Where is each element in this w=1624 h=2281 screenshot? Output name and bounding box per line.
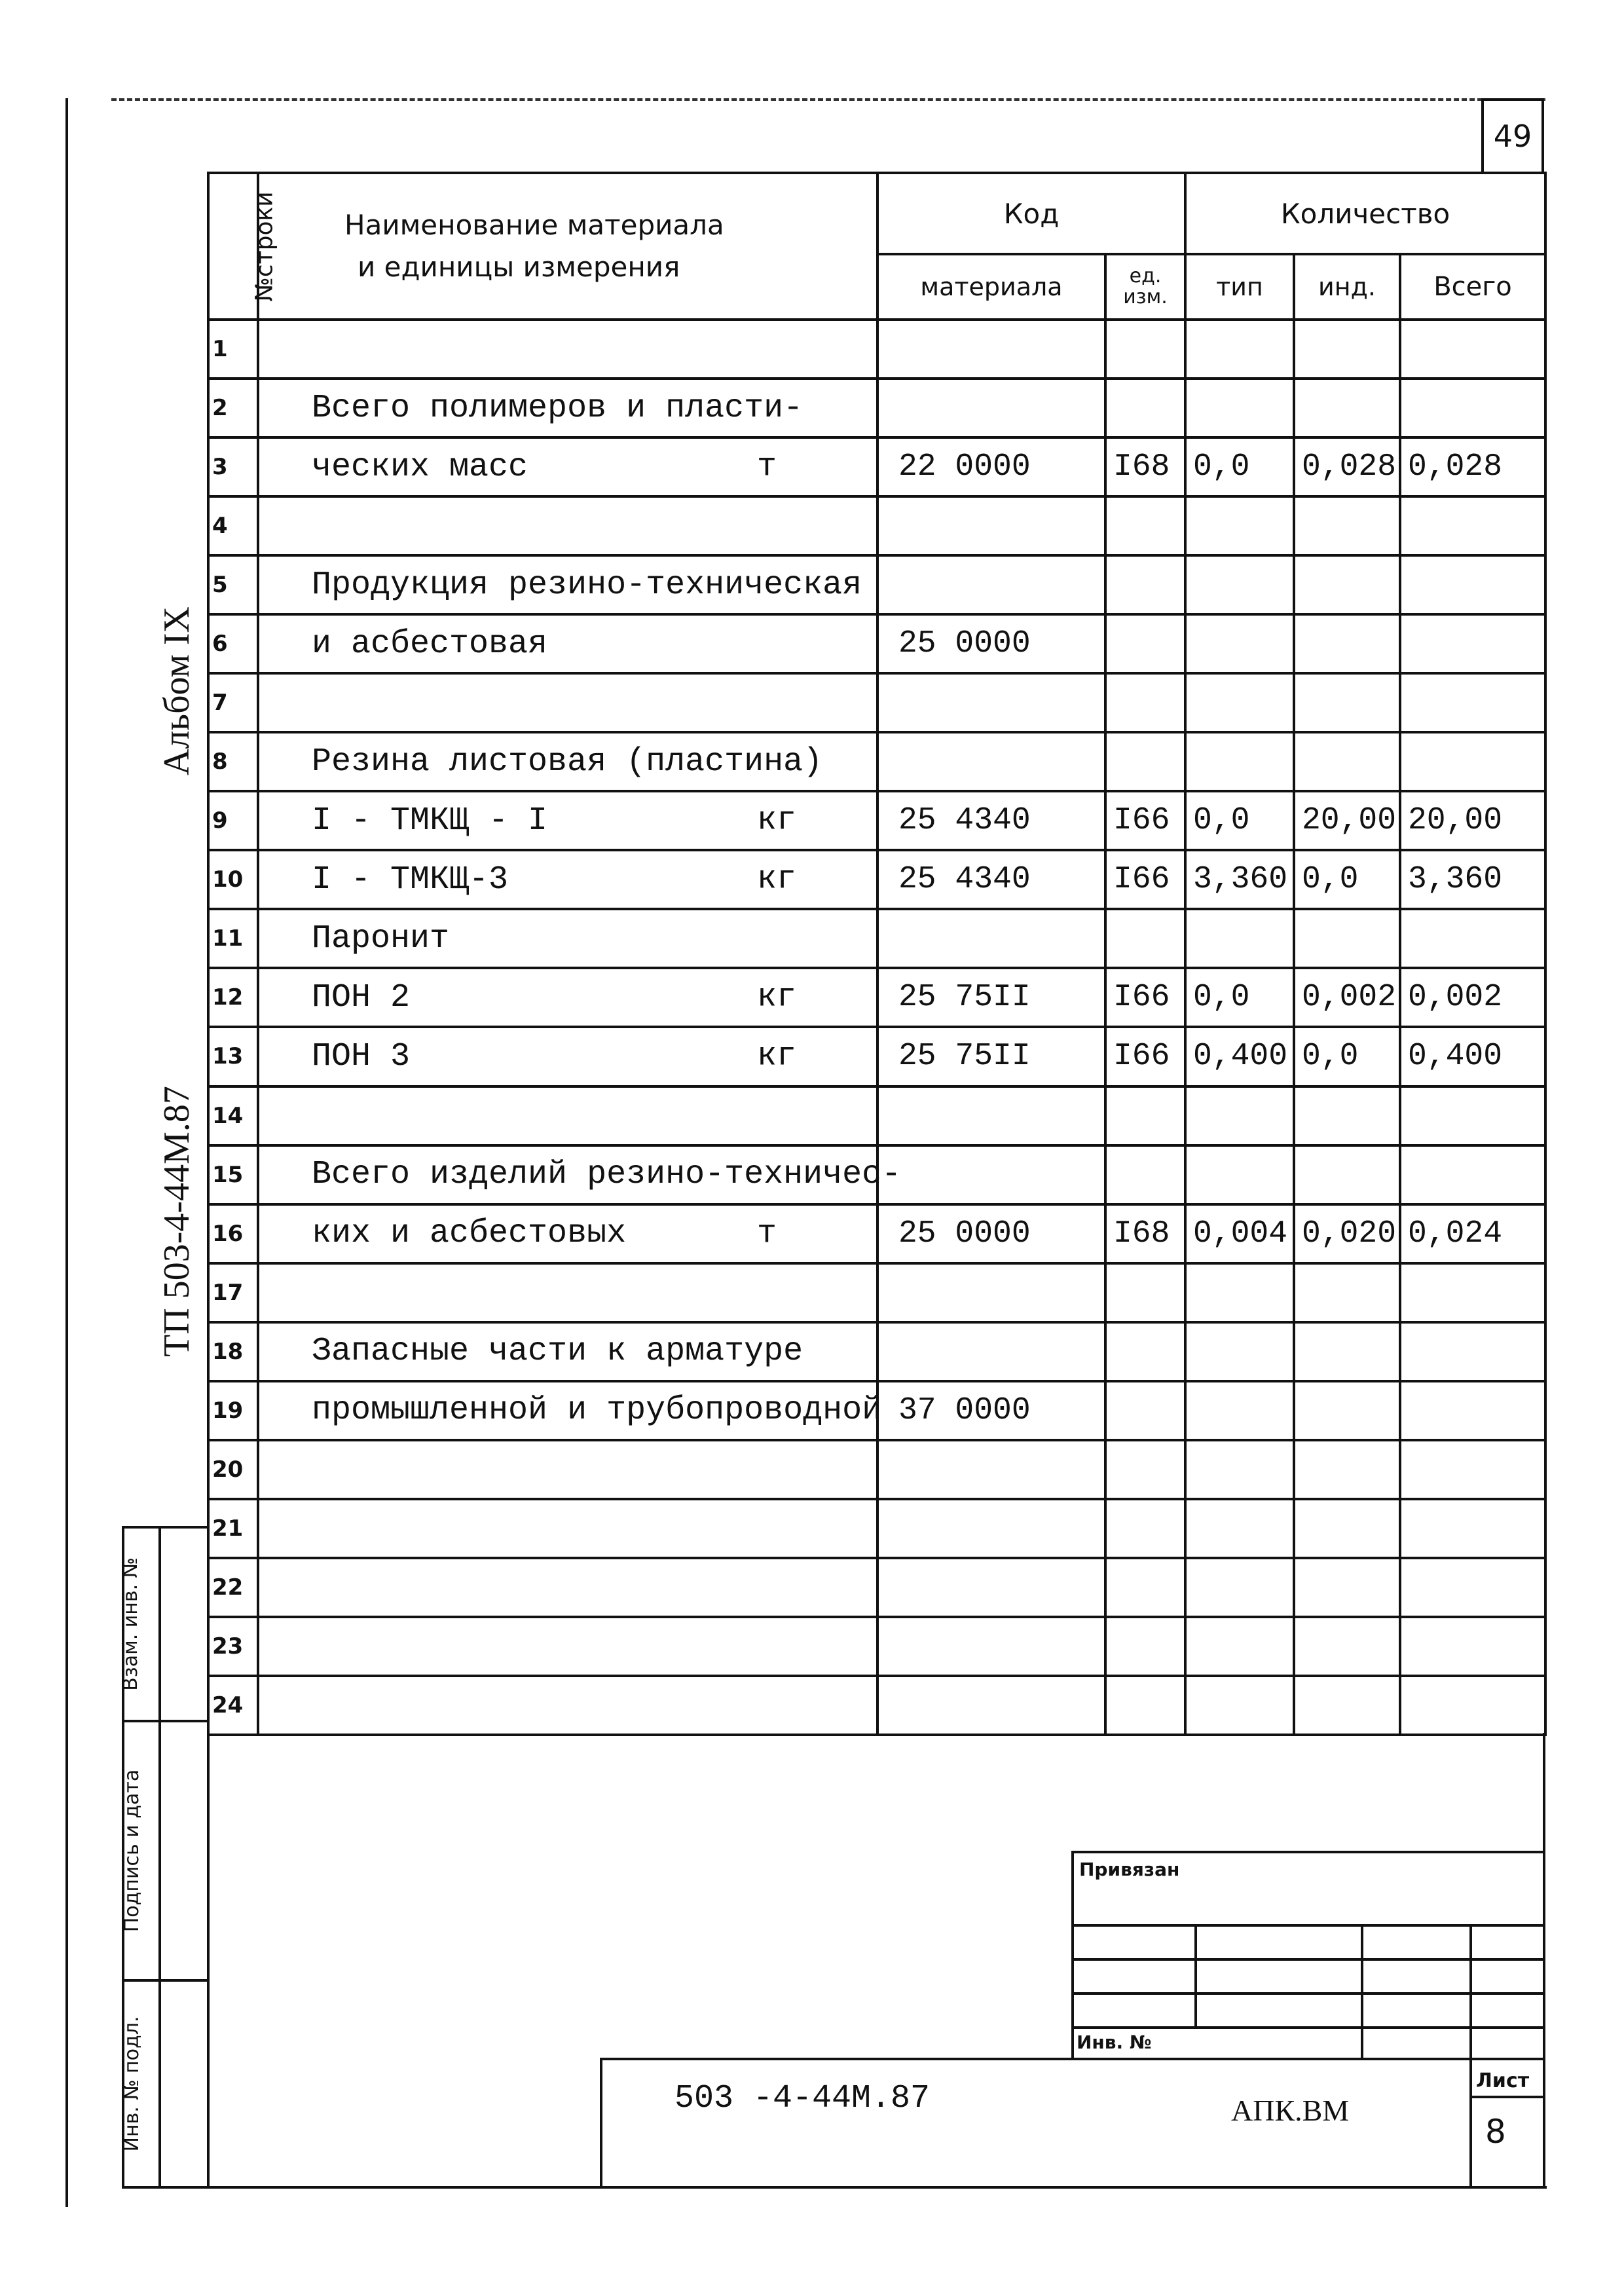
material-name xyxy=(258,1322,877,1381)
qty-total xyxy=(1400,1499,1545,1558)
row-number: 22 xyxy=(208,1558,258,1617)
material-code xyxy=(877,555,1105,614)
material-code: 25 0000 xyxy=(877,1204,1105,1263)
material-name-text: и асбестовая xyxy=(312,625,548,663)
qty-ind xyxy=(1294,1322,1400,1381)
row-number: 16 xyxy=(208,1204,258,1263)
qty-type xyxy=(1185,1676,1294,1735)
unit-code xyxy=(1105,1145,1185,1204)
material-name xyxy=(258,1086,877,1145)
unit-code: I66 xyxy=(1105,850,1185,909)
material-name-text: I - ТМКЩ - I xyxy=(312,802,548,840)
material-code xyxy=(877,732,1105,791)
section-code: АПК.ВМ xyxy=(1231,2094,1350,2127)
row-number: 10 xyxy=(208,850,258,909)
row-number: 18 xyxy=(208,1322,258,1381)
unit-code xyxy=(1105,1676,1185,1735)
qty-total xyxy=(1400,320,1545,379)
row-number: 1 xyxy=(208,320,258,379)
material-code xyxy=(877,673,1105,732)
material-name-text: Запасные части к арматуре xyxy=(312,1333,803,1371)
row-number: 3 xyxy=(208,437,258,496)
header-row-number: №строки xyxy=(208,173,258,320)
table-row xyxy=(208,909,1545,968)
sheet-label: Лист xyxy=(1476,2069,1530,2092)
page-number: 49 xyxy=(1493,119,1532,154)
material-code xyxy=(877,379,1105,437)
material-code xyxy=(877,1558,1105,1617)
material-name-text: ких и асбестовых xyxy=(312,1215,627,1253)
material-name-text: ПОН 3 xyxy=(312,1037,411,1075)
material-code: 25 75II xyxy=(877,968,1105,1027)
table-row xyxy=(208,1499,1545,1558)
row-number: 19 xyxy=(208,1381,258,1440)
qty-total xyxy=(1400,1322,1545,1381)
row-number: 7 xyxy=(208,673,258,732)
qty-total: 3,360 xyxy=(1400,850,1545,909)
row-number: 2 xyxy=(208,379,258,437)
qty-type xyxy=(1185,1145,1294,1204)
row-number: 21 xyxy=(208,1499,258,1558)
material-name-text: промышленной и трубопроводной xyxy=(312,1392,882,1430)
table-row xyxy=(208,1676,1545,1735)
table-row xyxy=(208,379,1545,437)
qty-ind xyxy=(1294,320,1400,379)
qty-type: 0,0 xyxy=(1185,791,1294,850)
material-code: 25 75II xyxy=(877,1027,1105,1086)
qty-total xyxy=(1400,1617,1545,1676)
unit-label: кг xyxy=(757,1037,797,1075)
qty-type xyxy=(1185,1086,1294,1145)
table-row xyxy=(208,1027,1545,1086)
material-name xyxy=(258,673,877,732)
unit-code: I66 xyxy=(1105,791,1185,850)
material-name xyxy=(258,1145,902,1204)
header-code: Код xyxy=(877,173,1185,254)
table-row xyxy=(208,791,1545,850)
stamp-inner-divider xyxy=(158,1526,161,2189)
material-name xyxy=(258,1204,877,1263)
qty-type xyxy=(1185,1322,1294,1381)
unit-code xyxy=(1105,1322,1185,1381)
qty-type xyxy=(1185,673,1294,732)
qty-type xyxy=(1185,1617,1294,1676)
unit-code xyxy=(1105,909,1185,968)
qty-type xyxy=(1185,1263,1294,1322)
material-code xyxy=(877,1440,1105,1499)
header-qty-ind: инд. xyxy=(1294,254,1400,320)
material-name xyxy=(258,732,877,791)
qty-type xyxy=(1185,320,1294,379)
sheet-col-divider xyxy=(1469,2058,1472,2189)
qty-ind xyxy=(1294,1263,1400,1322)
material-code xyxy=(877,320,1105,379)
qty-total xyxy=(1400,1263,1545,1322)
qty-ind xyxy=(1294,496,1400,555)
qty-ind xyxy=(1294,1086,1400,1145)
qty-type: 3,360 xyxy=(1185,850,1294,909)
material-code xyxy=(877,909,1105,968)
unit-code xyxy=(1105,496,1185,555)
qty-ind xyxy=(1294,379,1400,437)
material-code: 25 4340 xyxy=(877,850,1105,909)
qty-ind xyxy=(1294,732,1400,791)
privyazan-col-2 xyxy=(1361,1924,1363,2060)
unit-label: т xyxy=(757,1215,777,1253)
qty-ind: 0,028 xyxy=(1294,437,1400,496)
qty-type xyxy=(1185,1499,1294,1558)
unit-code xyxy=(1105,732,1185,791)
table-row xyxy=(208,1440,1545,1499)
stamp-inv-podl-label: Инв. № подл. xyxy=(120,2016,143,2152)
row-number: 6 xyxy=(208,614,258,673)
table-row xyxy=(208,555,1545,614)
table-row xyxy=(208,850,1545,909)
header-row-1 xyxy=(208,173,1545,254)
qty-total xyxy=(1400,1440,1545,1499)
qty-total xyxy=(1400,1558,1545,1617)
sheet-label-divider xyxy=(1469,2096,1545,2098)
material-name xyxy=(258,1440,877,1499)
table-row xyxy=(208,496,1545,555)
material-name xyxy=(258,379,877,437)
qty-total xyxy=(1400,379,1545,437)
qty-type: 0,004 xyxy=(1185,1204,1294,1263)
inner-left-frame-line xyxy=(207,1733,210,2189)
stamp-signature-label: Подпись и дата xyxy=(120,1769,143,1933)
row-number: 15 xyxy=(208,1145,258,1204)
qty-ind xyxy=(1294,1381,1400,1440)
qty-total: 0,400 xyxy=(1400,1027,1545,1086)
row-number: 9 xyxy=(208,791,258,850)
row-number: 5 xyxy=(208,555,258,614)
qty-ind xyxy=(1294,1558,1400,1617)
header-code-material: материала xyxy=(877,254,1105,320)
unit-code xyxy=(1105,555,1185,614)
header-quantity: Количество xyxy=(1185,173,1545,254)
material-name xyxy=(258,1617,877,1676)
material-name xyxy=(258,1027,877,1086)
page-number-box xyxy=(1481,98,1544,172)
inv-no-label: Инв. № xyxy=(1077,2031,1152,2053)
material-code: 37 0000 xyxy=(877,1381,1105,1440)
qty-ind: 0,020 xyxy=(1294,1204,1400,1263)
unit-code xyxy=(1105,1086,1185,1145)
table-row xyxy=(208,1617,1545,1676)
material-name xyxy=(258,968,877,1027)
qty-ind xyxy=(1294,555,1400,614)
material-code xyxy=(877,1499,1105,1558)
row-number: 23 xyxy=(208,1617,258,1676)
unit-code xyxy=(1105,1440,1185,1499)
table-row xyxy=(208,1558,1545,1617)
qty-total xyxy=(1400,673,1545,732)
table-row xyxy=(208,968,1545,1027)
qty-type xyxy=(1185,1558,1294,1617)
unit-label: кг xyxy=(757,802,797,840)
table-body xyxy=(208,320,1545,1735)
header-qty-type: тип xyxy=(1185,254,1294,320)
table-row xyxy=(208,1263,1545,1322)
material-name xyxy=(258,791,877,850)
material-name xyxy=(258,1558,877,1617)
material-name xyxy=(258,909,877,968)
material-name-text: Продукция резино-техническая xyxy=(312,566,862,604)
header-name: Наименование материала и единицы измерения xyxy=(258,173,877,320)
table-row xyxy=(208,1381,1545,1440)
material-name-text: Всего изделий резино-техничес- xyxy=(312,1156,902,1194)
unit-label: кг xyxy=(757,861,797,899)
table-row xyxy=(208,614,1545,673)
privyazan-line-2 xyxy=(1071,1958,1545,1961)
qty-total xyxy=(1400,1086,1545,1145)
designation-box xyxy=(600,2058,1545,2189)
qty-type xyxy=(1185,1440,1294,1499)
row-number: 8 xyxy=(208,732,258,791)
qty-ind xyxy=(1294,1676,1400,1735)
privyazan-label: Привязан xyxy=(1079,1859,1180,1880)
material-name xyxy=(258,555,877,614)
unit-code: I68 xyxy=(1105,437,1185,496)
unit-code xyxy=(1105,614,1185,673)
qty-ind xyxy=(1294,673,1400,732)
qty-total xyxy=(1400,614,1545,673)
qty-total xyxy=(1400,1676,1545,1735)
qty-type xyxy=(1185,909,1294,968)
table-row xyxy=(208,437,1545,496)
album-label: Альбом IX xyxy=(157,606,197,775)
qty-total xyxy=(1400,909,1545,968)
qty-ind xyxy=(1294,614,1400,673)
unit-code xyxy=(1105,1617,1185,1676)
row-number: 13 xyxy=(208,1027,258,1086)
unit-code xyxy=(1105,1558,1185,1617)
table-row xyxy=(208,320,1545,379)
material-code: 22 0000 xyxy=(877,437,1105,496)
qty-total xyxy=(1400,1381,1545,1440)
header-qty-total: Всего xyxy=(1400,254,1545,320)
qty-type xyxy=(1185,555,1294,614)
unit-code: I66 xyxy=(1105,968,1185,1027)
row-number: 12 xyxy=(208,968,258,1027)
qty-type: 0,400 xyxy=(1185,1027,1294,1086)
material-code: 25 0000 xyxy=(877,614,1105,673)
row-number: 20 xyxy=(208,1440,258,1499)
unit-code xyxy=(1105,320,1185,379)
material-name xyxy=(258,1381,882,1440)
qty-type: 0,0 xyxy=(1185,968,1294,1027)
material-name-text: ческих масс xyxy=(312,448,528,486)
privyazan-line-3 xyxy=(1071,1992,1545,1995)
qty-total xyxy=(1400,555,1545,614)
unit-code xyxy=(1105,1263,1185,1322)
material-name-text: Паронит xyxy=(312,919,450,957)
header-code-unit: ед. изм. xyxy=(1105,254,1185,320)
qty-type xyxy=(1185,732,1294,791)
qty-ind: 0,0 xyxy=(1294,1027,1400,1086)
unit-code xyxy=(1105,1499,1185,1558)
material-name-text: Резина листовая (пластина) xyxy=(312,743,823,781)
material-name-text: Всего полимеров и пласти- xyxy=(312,389,803,427)
material-code xyxy=(877,1263,1105,1322)
material-name xyxy=(258,496,877,555)
qty-ind xyxy=(1294,1617,1400,1676)
table-row xyxy=(208,732,1545,791)
qty-type xyxy=(1185,379,1294,437)
unit-code xyxy=(1105,379,1185,437)
top-border-line xyxy=(111,98,1545,101)
qty-type xyxy=(1185,1381,1294,1440)
material-name-text: ПОН 2 xyxy=(312,978,411,1016)
row-number: 11 xyxy=(208,909,258,968)
unit-label: т xyxy=(757,448,777,486)
privyazan-line-1 xyxy=(1071,1924,1545,1927)
qty-total xyxy=(1400,496,1545,555)
qty-ind xyxy=(1294,1499,1400,1558)
material-code xyxy=(877,1145,1105,1204)
privyazan-col-1 xyxy=(1194,1924,1197,2026)
table-row xyxy=(208,1145,1545,1204)
row-number: 24 xyxy=(208,1676,258,1735)
qty-ind: 20,00 xyxy=(1294,791,1400,850)
qty-total: 20,00 xyxy=(1400,791,1545,850)
qty-ind: 0,0 xyxy=(1294,850,1400,909)
designation-code: 503 -4-44М.87 xyxy=(674,2080,931,2117)
qty-ind xyxy=(1294,1145,1400,1204)
table-row xyxy=(208,1322,1545,1381)
unit-code: I66 xyxy=(1105,1027,1185,1086)
qty-total: 0,028 xyxy=(1400,437,1545,496)
material-code xyxy=(877,1676,1105,1735)
qty-total xyxy=(1400,1145,1545,1204)
material-name xyxy=(258,614,877,673)
unit-label: кг xyxy=(757,978,797,1016)
qty-type xyxy=(1185,496,1294,555)
unit-code: I68 xyxy=(1105,1204,1185,1263)
qty-ind xyxy=(1294,1440,1400,1499)
material-code xyxy=(877,1322,1105,1381)
material-name xyxy=(258,850,877,909)
row-number: 14 xyxy=(208,1086,258,1145)
material-code xyxy=(877,1617,1105,1676)
row-number: 17 xyxy=(208,1263,258,1322)
row-number: 4 xyxy=(208,496,258,555)
privyazan-box xyxy=(1071,1851,1545,2060)
left-margin-line xyxy=(65,98,68,2207)
project-code-label: ТП 503-4-44М.87 xyxy=(157,1086,197,1357)
qty-total xyxy=(1400,732,1545,791)
qty-total: 0,002 xyxy=(1400,968,1545,1027)
material-code: 25 4340 xyxy=(877,791,1105,850)
unit-code xyxy=(1105,673,1185,732)
table-row xyxy=(208,1204,1545,1263)
material-name-text: I - ТМКЩ-3 xyxy=(312,861,509,899)
material-table xyxy=(207,172,1547,1736)
qty-ind xyxy=(1294,909,1400,968)
privyazan-line-4 xyxy=(1071,2026,1545,2029)
stamp-inv-zam-label: Взам. инв. № xyxy=(119,1557,142,1691)
table-row xyxy=(208,673,1545,732)
unit-code xyxy=(1105,1381,1185,1440)
qty-total: 0,024 xyxy=(1400,1204,1545,1263)
material-name xyxy=(258,320,877,379)
privyazan-col-3 xyxy=(1469,1924,1472,2060)
table-row xyxy=(208,1086,1545,1145)
material-code xyxy=(877,1086,1105,1145)
material-name xyxy=(258,1499,877,1558)
qty-type xyxy=(1185,614,1294,673)
material-name xyxy=(258,437,877,496)
material-code xyxy=(877,496,1105,555)
material-name xyxy=(258,1676,877,1735)
qty-ind: 0,002 xyxy=(1294,968,1400,1027)
material-name xyxy=(258,1263,877,1322)
sheet-number: 8 xyxy=(1485,2113,1506,2151)
qty-type: 0,0 xyxy=(1185,437,1294,496)
